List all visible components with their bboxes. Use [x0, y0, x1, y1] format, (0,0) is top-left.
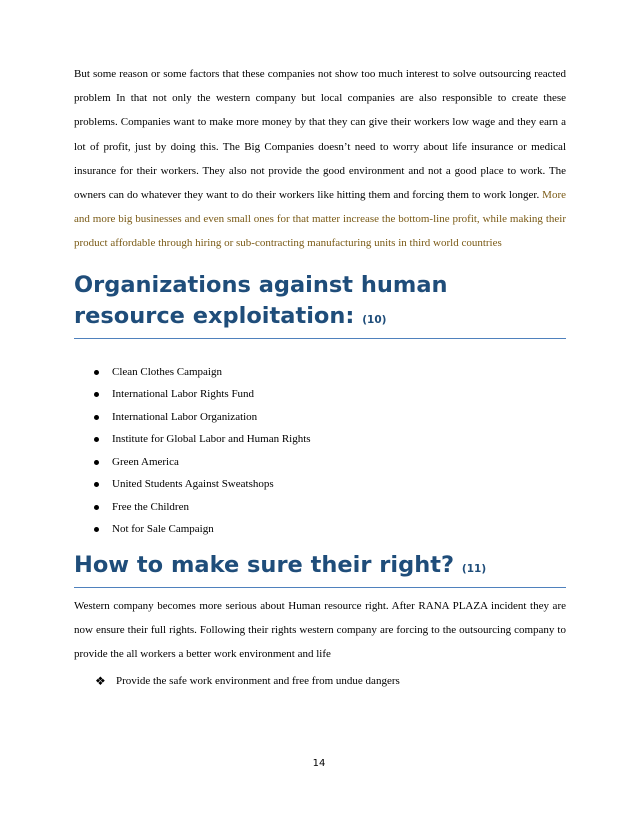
document-page	[74, 62, 566, 690]
rights-paragraph: Western company becomes more serious about Human resource right. After RANA PLAZA incident they are now ensure their full rights. Following their rights western company are forcing to the outsourcing company to provide the all workers a better work environment and life	[74, 599, 566, 661]
list-item-text: United Students Against Sweatshops	[112, 478, 274, 491]
bullet-icon	[94, 370, 99, 375]
list-item	[74, 406, 566, 429]
diamond-list-item	[74, 672, 566, 690]
bullet-icon	[94, 482, 99, 487]
list-item	[74, 473, 566, 496]
list-item	[74, 451, 566, 474]
section-heading-rights	[74, 550, 566, 588]
intro-paragraph	[74, 62, 566, 256]
list-item	[74, 361, 566, 384]
heading-text: Organizations against human resource exploitation:	[74, 271, 448, 329]
bullet-icon	[94, 415, 99, 420]
heading-text: How to make sure their right?	[74, 551, 455, 578]
reference-number: (10)	[362, 313, 387, 326]
list-item-text: Clean Clothes Campaign	[112, 365, 222, 378]
section-heading-organizations	[74, 270, 566, 339]
list-item-text: Institute for Global Labor and Human Rights	[112, 433, 311, 446]
bullet-icon	[94, 437, 99, 442]
bullet-icon	[94, 460, 99, 465]
list-item	[74, 496, 566, 519]
page-number: 14	[312, 758, 326, 769]
bullet-icon	[94, 392, 99, 397]
highlighted-text: More and more big businesses and even small ones for that matter increase the bottom-line profit, while making their product affordable through hiring or sub-contracting manufacturing units in third world countries	[74, 189, 566, 250]
reference-number: (11)	[461, 562, 487, 575]
list-item-text: International Labor Rights Fund	[112, 388, 255, 401]
list-item	[74, 428, 566, 451]
list-item-text: Not for Sale Campaign	[112, 523, 214, 536]
diamond-bullet-icon: ❖	[95, 674, 106, 689]
paragraph-text: But some reason or some factors that these companies not show too much interest to solve outsourcing reacted problem In that not only the western company but local companies are also responsible to create these problems. Companies want to make more money by that they can give their workers low wage and they earn a lot of profit, just by doing this. The Big Companies doesn’t need to worry about life insurance or medical insurance for their workers. They also not provide the good environment and not a good place to work. The owners can do whatever they want to do their workers like hitting them and forcing them to work longer.	[74, 68, 566, 202]
list-item-text: International Labor Organization	[112, 410, 258, 423]
organization-list	[74, 361, 566, 541]
bullet-icon	[94, 505, 99, 510]
bullet-icon	[94, 527, 99, 532]
list-item	[74, 518, 566, 541]
list-item-text: Green America	[112, 455, 179, 468]
list-item-text: Provide the safe work environment and free from undue dangers	[116, 675, 400, 688]
list-item	[74, 383, 566, 406]
list-item-text: Free the Children	[112, 500, 189, 513]
